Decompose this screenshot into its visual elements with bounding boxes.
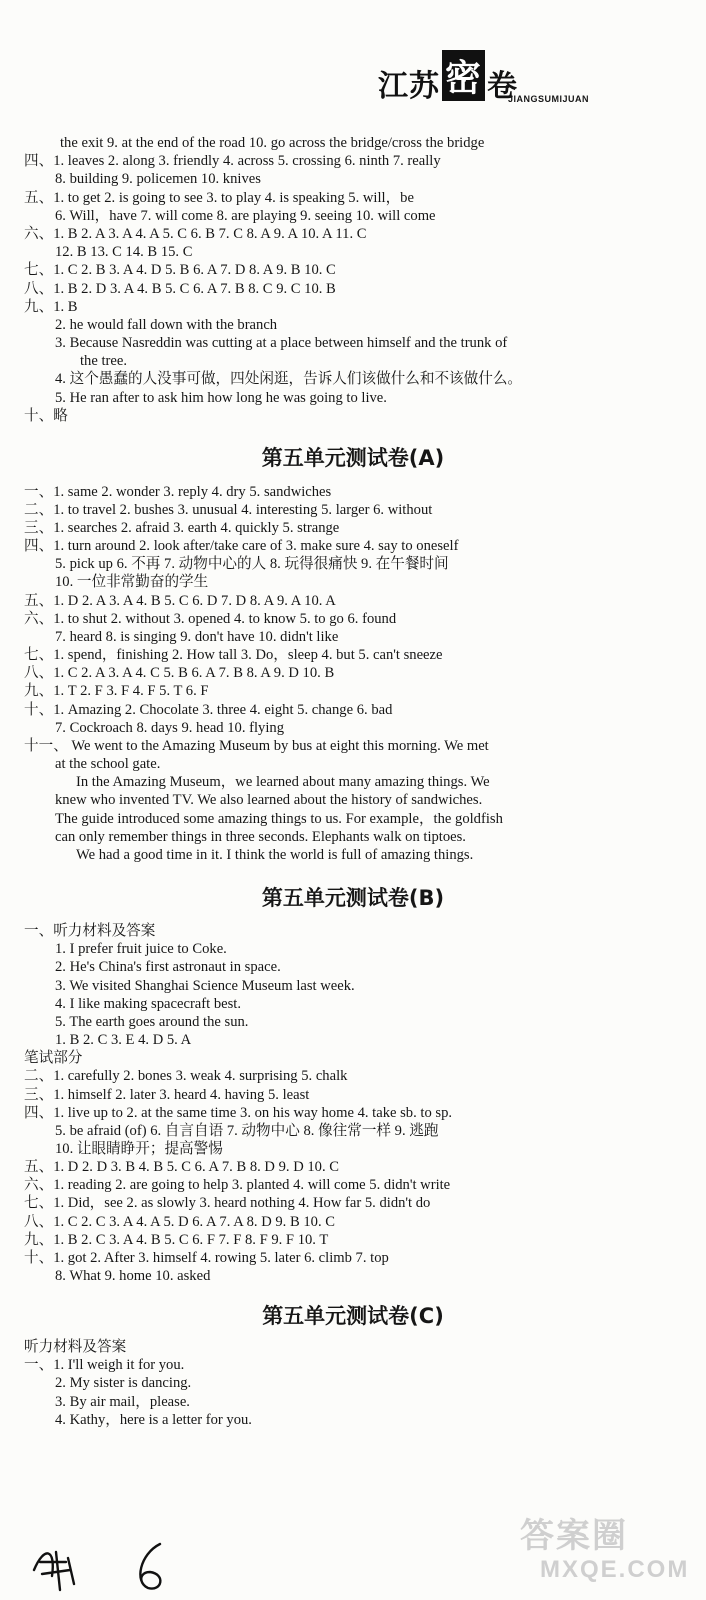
- logo-text-b: 密: [442, 50, 485, 101]
- answer-line: 六、1. to shut 2. without 3. opened 4. to know 5. to go 6. found: [24, 611, 397, 627]
- answer-line: 四、1. turn around 2. look after/take care of 3. make sure 4. say to oneself: [24, 538, 459, 554]
- answer-line: 4. Kathy，here is a letter for you.: [55, 1412, 252, 1428]
- answer-line: 3. We visited Shanghai Science Museum last week.: [55, 978, 355, 994]
- answer-line: 八、1. B 2. D 3. A 4. B 5. C 6. A 7. B 8. C 9. C 10. B: [24, 281, 336, 297]
- section-heading-b: 第五单元测试卷(B): [261, 886, 445, 910]
- answer-line: 七、1. Did，see 2. as slowly 3. heard nothing 4. How far 5. didn't do: [24, 1195, 431, 1211]
- answer-line: 十一、 We went to the Amazing Museum by bus at eight this morning. We met: [24, 738, 489, 754]
- logo-subtitle: JIANGSUMIJUAN: [508, 94, 590, 104]
- answer-line: 五、1. to get 2. is going to see 3. to play 4. is speaking 5. will，be: [24, 190, 414, 206]
- watermark: 答案圈: [520, 1516, 628, 1556]
- answer-line: 五、1. D 2. A 3. A 4. B 5. C 6. D 7. D 8. A 9. A 10. A: [24, 593, 336, 609]
- answer-line: 8. What 9. home 10. asked: [55, 1268, 211, 1284]
- answer-line: knew who invented TV. We also learned about the history of sandwiches.: [55, 792, 483, 808]
- answer-line: 10. 一位非常勤奋的学生: [55, 574, 209, 590]
- answer-line: 2. My sister is dancing.: [55, 1375, 192, 1391]
- answer-line: 六、1. reading 2. are going to help 3. planted 4. will come 5. didn't write: [24, 1177, 451, 1193]
- answer-line: 7. heard 8. is singing 9. don't have 10. didn't like: [55, 629, 339, 645]
- answer-line: 一、听力材料及答案: [24, 923, 156, 939]
- answer-line: 5. He ran after to ask him how long he was going to live.: [55, 390, 387, 406]
- answer-line: 2. He's China's first astronaut in space.: [55, 959, 281, 975]
- logo-text-a: 江苏: [378, 69, 440, 104]
- answer-line: 三、1. himself 2. later 3. heard 4. having 5. least: [24, 1087, 310, 1103]
- answer-line: 十、略: [24, 408, 68, 424]
- answer-line: 八、1. C 2. C 3. A 4. A 5. D 6. A 7. A 8. D 9. B 10. C: [24, 1214, 335, 1230]
- answer-line: 4. 这个愚蠢的人没事可做，四处闲逛，告诉人们该做什么和不该做什么。: [55, 371, 523, 387]
- publisher-logo: [378, 56, 590, 107]
- answer-line: 笔试部分: [24, 1050, 83, 1066]
- answer-line: 5. pick up 6. 不再 7. 动物中心的人 8. 玩得很痛快 9. 在午餐时间: [55, 556, 449, 572]
- answer-line: can only remember things in three seconds. Elephants walk on tiptoes.: [55, 829, 466, 845]
- answer-line: 七、1. C 2. B 3. A 4. D 5. B 6. A 7. D 8. A 9. B 10. C: [24, 262, 336, 278]
- section-heading-a: 第五单元测试卷(A): [261, 446, 445, 470]
- answer-line: We had a good time in it. I think the world is full of amazing things.: [76, 847, 474, 863]
- answer-line: 九、1. B 2. C 3. A 4. B 5. C 6. F 7. F 8. F 9. F 10. T: [24, 1232, 329, 1248]
- answer-line: 七、1. spend，finishing 2. How tall 3. Do，sleep 4. but 5. can't sneeze: [24, 647, 443, 663]
- answer-line: 12. B 13. C 14. B 15. C: [55, 244, 193, 260]
- answer-line: 10. 让眼睛睁开；提高警惕: [55, 1141, 223, 1157]
- answer-line: 十、1. Amazing 2. Chocolate 3. three 4. eight 5. change 6. bad: [24, 702, 393, 718]
- answer-line: 5. be afraid (of) 6. 自言自语 7. 动物中心 8. 像往常一样 9. 逃跑: [55, 1123, 439, 1139]
- answer-line: 二、1. to travel 2. bushes 3. unusual 4. interesting 5. larger 6. without: [24, 502, 433, 518]
- answer-line: 听力材料及答案: [24, 1339, 127, 1355]
- answer-line: 5. The earth goes around the sun.: [55, 1014, 249, 1030]
- answer-line: 六、1. B 2. A 3. A 4. A 5. C 6. B 7. C 8. A 9. A 10. A 11. C: [24, 226, 367, 242]
- answer-line: In the Amazing Museum，we learned about many amazing things. We: [76, 774, 490, 790]
- handwritten-scribble: [30, 1540, 180, 1594]
- section-heading-c: 第五单元测试卷(C): [262, 1304, 444, 1328]
- answer-line: 五、1. D 2. D 3. B 4. B 5. C 6. A 7. B 8. D 9. D 10. C: [24, 1159, 340, 1175]
- answer-line: 十、1. got 2. After 3. himself 4. rowing 5. later 6. climb 7. top: [24, 1250, 389, 1266]
- answer-line: 二、1. carefully 2. bones 3. weak 4. surprising 5. chalk: [24, 1068, 348, 1084]
- answer-line: 一、1. same 2. wonder 3. reply 4. dry 5. sandwiches: [24, 484, 332, 500]
- answer-line: 四、1. live up to 2. at the same time 3. on his way home 4. take sb. to sp.: [24, 1105, 453, 1121]
- answer-line: 4. I like making spacecraft best.: [55, 996, 241, 1012]
- answer-line: 八、1. C 2. A 3. A 4. C 5. B 6. A 7. B 8. A 9. D 10. B: [24, 665, 335, 681]
- answer-line: 3. Because Nasreddin was cutting at a place between himself and the trunk of: [55, 335, 508, 351]
- answer-line: 8. building 9. policemen 10. knives: [55, 171, 261, 187]
- answer-line: 1. I prefer fruit juice to Coke.: [55, 941, 227, 957]
- answer-line: 7. Cockroach 8. days 9. head 10. flying: [55, 720, 284, 736]
- answer-line: 3. By air mail，please.: [55, 1394, 190, 1410]
- answer-line: 2. he would fall down with the branch: [55, 317, 278, 333]
- answer-line: The guide introduced some amazing things to us. For example，the goldfish: [55, 811, 503, 827]
- answer-line: 6. Will，have 7. will come 8. are playing 9. seeing 10. will come: [55, 208, 436, 224]
- answer-line: 一、1. I'll weigh it for you.: [24, 1357, 185, 1373]
- answer-line: 三、1. searches 2. afraid 3. earth 4. quickly 5. strange: [24, 520, 340, 536]
- watermark-url: MXQE.COM: [540, 1556, 690, 1583]
- answer-line: 九、1. T 2. F 3. F 4. F 5. T 6. F: [24, 683, 209, 699]
- answer-line: the tree.: [80, 353, 127, 369]
- logo-text-c: 卷: [487, 69, 519, 104]
- answer-line: 四、1. leaves 2. along 3. friendly 4. across 5. crossing 6. ninth 7. really: [24, 153, 441, 169]
- answer-line: at the school gate.: [55, 756, 161, 772]
- answer-line: the exit 9. at the end of the road 10. go across the bridge/cross the bridge: [60, 135, 485, 151]
- answer-line: 九、1. B: [24, 299, 78, 315]
- answer-line: 1. B 2. C 3. E 4. D 5. A: [55, 1032, 192, 1048]
